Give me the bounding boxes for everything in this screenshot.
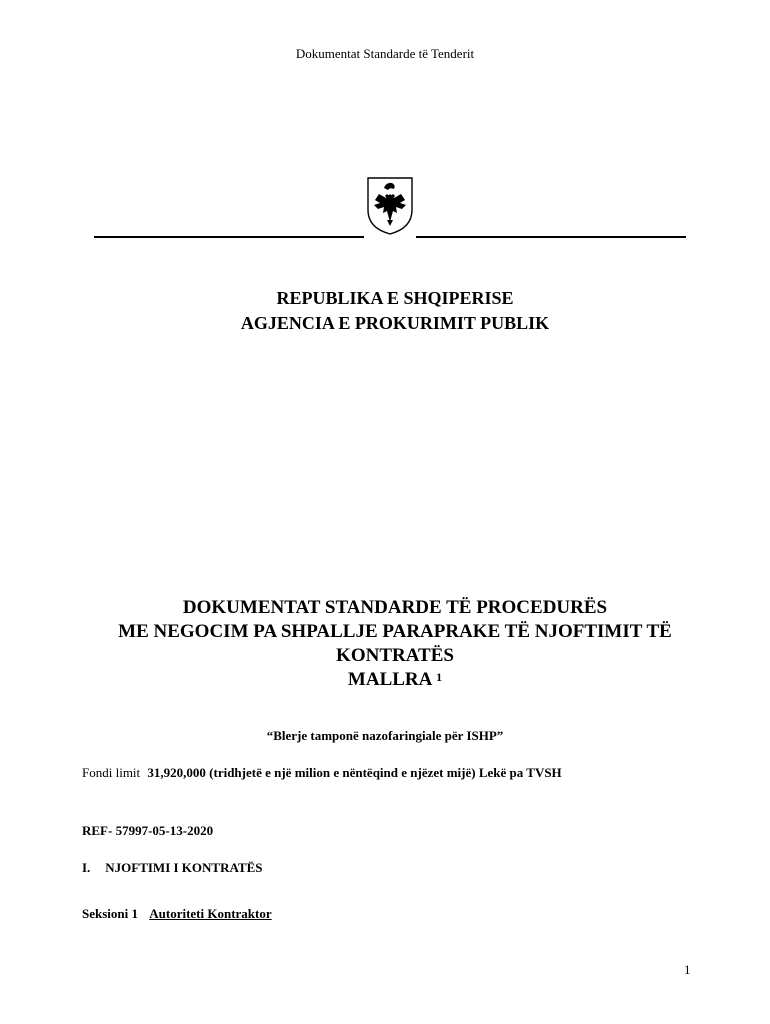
- footnote-mark: 1: [436, 670, 443, 684]
- subsection-heading: [82, 906, 272, 922]
- running-header: Dokumentat Standarde të Tenderit: [295, 46, 475, 61]
- organization-block: [0, 286, 770, 336]
- subsection-label: Seksioni 1: [82, 906, 138, 921]
- title-line-3: KONTRATËS: [336, 645, 454, 666]
- title-line-1: DOKUMENTAT STANDARDE TË PROCEDURËS: [182, 597, 608, 618]
- subsection-title: Autoriteti Kontraktor: [149, 906, 272, 921]
- fund-label: Fondi limit: [82, 765, 141, 780]
- org-line-2: AGJENCIA E PROKURIMIT PUBLIK: [240, 313, 550, 333]
- org-line-1: REPUBLIKA E SHQIPERISE: [276, 288, 514, 308]
- section-heading: [82, 860, 262, 876]
- section-text: NJOFTIMI I KONTRATËS: [105, 860, 263, 875]
- header-rule-right: [416, 236, 686, 238]
- title-category: MALLRA: [347, 669, 432, 690]
- title-line-4: [0, 668, 770, 693]
- fund-limit: [82, 765, 562, 781]
- albanian-coat-of-arms-icon: [366, 176, 414, 236]
- reference-number: REF- 57997-05-13-2020: [82, 823, 214, 838]
- section-number: I.: [82, 860, 91, 875]
- procurement-subject: “Blerje tamponë nazofaringiale për ISHP”: [266, 728, 504, 743]
- page-number: 1: [684, 962, 691, 977]
- title-line-2: ME NEGOCIM PA SHPALLJE PARAPRAKE TË NJOFTIMIT TË: [118, 621, 672, 642]
- document-title: [0, 596, 770, 693]
- header-rule-left: [94, 236, 364, 238]
- fund-amount: 31,920,000 (tridhjetë e një milion e nëntëqind e njëzet mijë) Lekë pa TVSH: [147, 765, 562, 780]
